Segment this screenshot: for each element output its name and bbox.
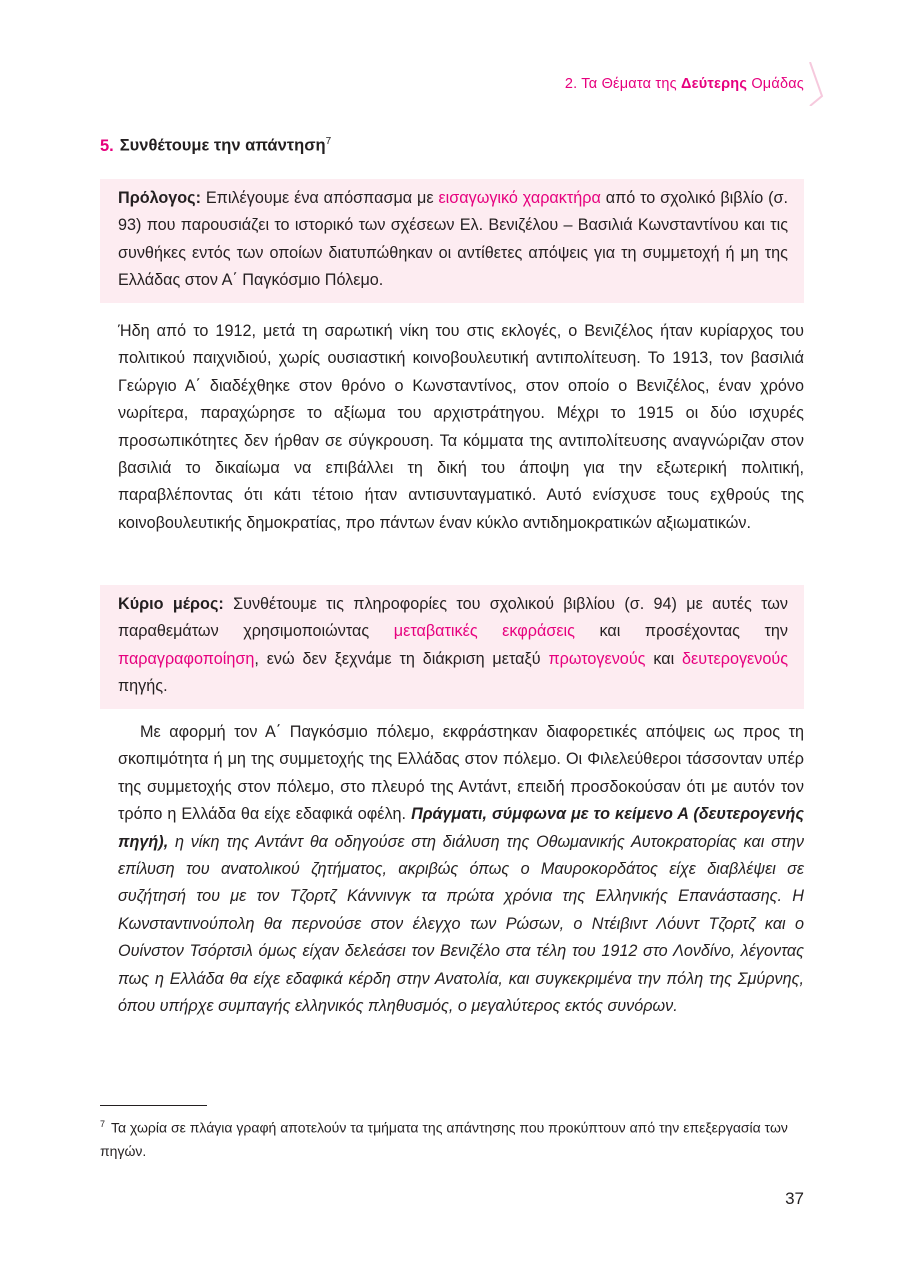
prologue-box [100, 179, 804, 303]
section-title [100, 136, 331, 156]
footnote [100, 1113, 804, 1163]
answer-source-text: η νίκη της Αντάντ θα οδηγούσε στη διάλυση της Οθωμανικής Αυτοκρατορίας και στην επίλυση του ανατολικού ζητήματος, ακριβώς όπως ο Μαυροκορδάτος είχε διαβλέψει σε συζήτησή του με τον Τζορτζ Κάννινγκ τα πρώτα χρόνια της Ελληνικής Επανάστασης. Η Κωνσταντινούπολη θα περνούσε στον έλεγχο των Ρώσων, ο Ντέιβιντ Λόυντ Τζορτζ και ο Ουίνστον Τσόρτσιλ όμως είχαν δελεάσει τον Βενιζέλο στα τέλη του 1912 στο Λονδίνο, λέγοντας πως η Ελλάδα θα είχε εδαφικά κέρδη στην Ανατολία, και συγκεκριμένα την πόλη της Σμύρνης, όπου υπήρχε συμπαγής ελληνικός πληθυσμός, ο μεγαλύτερος εκτός συνόρων. [118, 832, 804, 1016]
answer-source-reference: Πράγματι, σύμφωνα με το κείμενο Α (δευτερογενής πηγή), [118, 805, 804, 851]
main-part-text-4: και [653, 649, 675, 668]
highlight-secondary: δευτερογενούς [682, 649, 789, 668]
paragraph-answer [118, 719, 804, 1020]
main-part-box [100, 585, 804, 709]
footnote-reference: 7 [325, 136, 332, 147]
highlight-paragraphing: παραγραφοποίηση [118, 649, 255, 668]
page-number: 37 [785, 1189, 804, 1208]
main-part-text [118, 591, 788, 701]
prologue-text-1: Επιλέγουμε ένα απόσπασμα με [205, 189, 434, 207]
highlight-introductory: εισαγωγικό χαρακτήρα [438, 189, 601, 207]
main-part-text-2: και προσέχοντας την [599, 622, 789, 641]
running-head [565, 76, 804, 92]
main-part-text-5: πηγής. [118, 677, 168, 696]
main-part-text-1: Συνθέτουμε τις πληροφορίες του σχολικού βιβλίου (σ. 94) με αυτές των παραθεμάτων χρησιμοποιώντας [118, 595, 788, 641]
running-head-bold: Δεύτερης [681, 76, 748, 92]
prologue-label: Πρόλογος: [118, 189, 201, 207]
running-head-number: 2. [564, 76, 578, 92]
footnote-divider [100, 1105, 207, 1106]
prologue-text-2: από το σχολικό βιβλίο (σ. 93) που παρουσιάζει το ιστορικό των σχέσεων Ελ. Βενιζέλου – Βασιλιά Κωνσταντίνου και τις συνθήκες εντός των οποίων διατυπώθηκαν οι αντίθετες απόψεις για τη συμμετοχή ή μη της Ελλάδας στον Α΄ Παγκόσμιο Πόλεμο. [118, 189, 789, 290]
main-part-text-3: , ενώ δεν ξεχνάμε τη διάκριση μεταξύ [254, 649, 541, 668]
highlight-transitional: μεταβατικές εκφράσεις [393, 622, 575, 641]
section-number: 5. [100, 136, 114, 155]
main-part-label: Κύριο μέρος: [118, 595, 224, 613]
running-head-post: Ομάδας [751, 76, 804, 92]
prologue-text [118, 185, 788, 295]
paragraph-history: Ήδη από το 1912, μετά τη σαρωτική νίκη του στις εκλογές, ο Βενιζέλος ήταν κυρίαρχος του πολιτικού παιχνιδιού, χωρίς ουσιαστική κοινοβουλευτική αντιπολίτευση. Το 1913, τον βασιλιά Γεώργιο Α΄ διαδέχθηκε στον θρόνο ο Κωνσταντίνος, στον οποίο ο Βενιζέλος, έναν χρόνο νωρίτερα, παραχώρησε το αξίωμα του αρχιστράτηγου. Μέχρι το 1915 οι δύο ισχυρές προσωπικότητες δεν ήρθαν σε σύγκρουση. Τα κόμματα της αντιπολίτευσης αναγνώριζαν στον βασιλιά το δικαίωμα να επιβάλλει τη δική του άποψη για την εξωτερική πολιτική, παραβλέποντας ότι κάτι τέτοιο ήταν αντισυνταγματικό. Αυτό ενίσχυσε τους εχθρούς της κοινοβουλευτικής δημοκρατίας, προ πάντων έναν κύκλο αντιδημοκρατικών αξιωματικών. [118, 322, 804, 532]
footnote-number: 7 [100, 1119, 106, 1129]
running-head-pre: Τα Θέματα της [581, 76, 677, 92]
section-title-text: Συνθέτουμε την απάντηση [119, 136, 326, 155]
footnote-text: Τα χωρία σε πλάγια γραφή αποτελούν τα τμήματα της απάντησης που προκύπτουν από την επεξεργασία των πηγών. [100, 1119, 788, 1159]
page-tab-decoration-icon [808, 62, 830, 106]
highlight-primary: πρωτογενούς [548, 649, 646, 668]
answer-text: Με αφορμή τον Α΄ Παγκόσμιο πόλεμο, εκφράστηκαν διαφορετικές απόψεις ως προς τη σκοπιμότητα ή μη της συμμετοχής της Ελλάδας στον πόλεμο. Οι Φιλελεύθεροι τάσσονταν υπέρ της συμμετοχής στον πόλεμο, στο πλευρό της Αντάντ, επειδή προσδοκούσαν ότι με αυτόν τον τρόπο η Ελλάδα θα είχε εδαφικά οφέλη. [118, 723, 804, 824]
